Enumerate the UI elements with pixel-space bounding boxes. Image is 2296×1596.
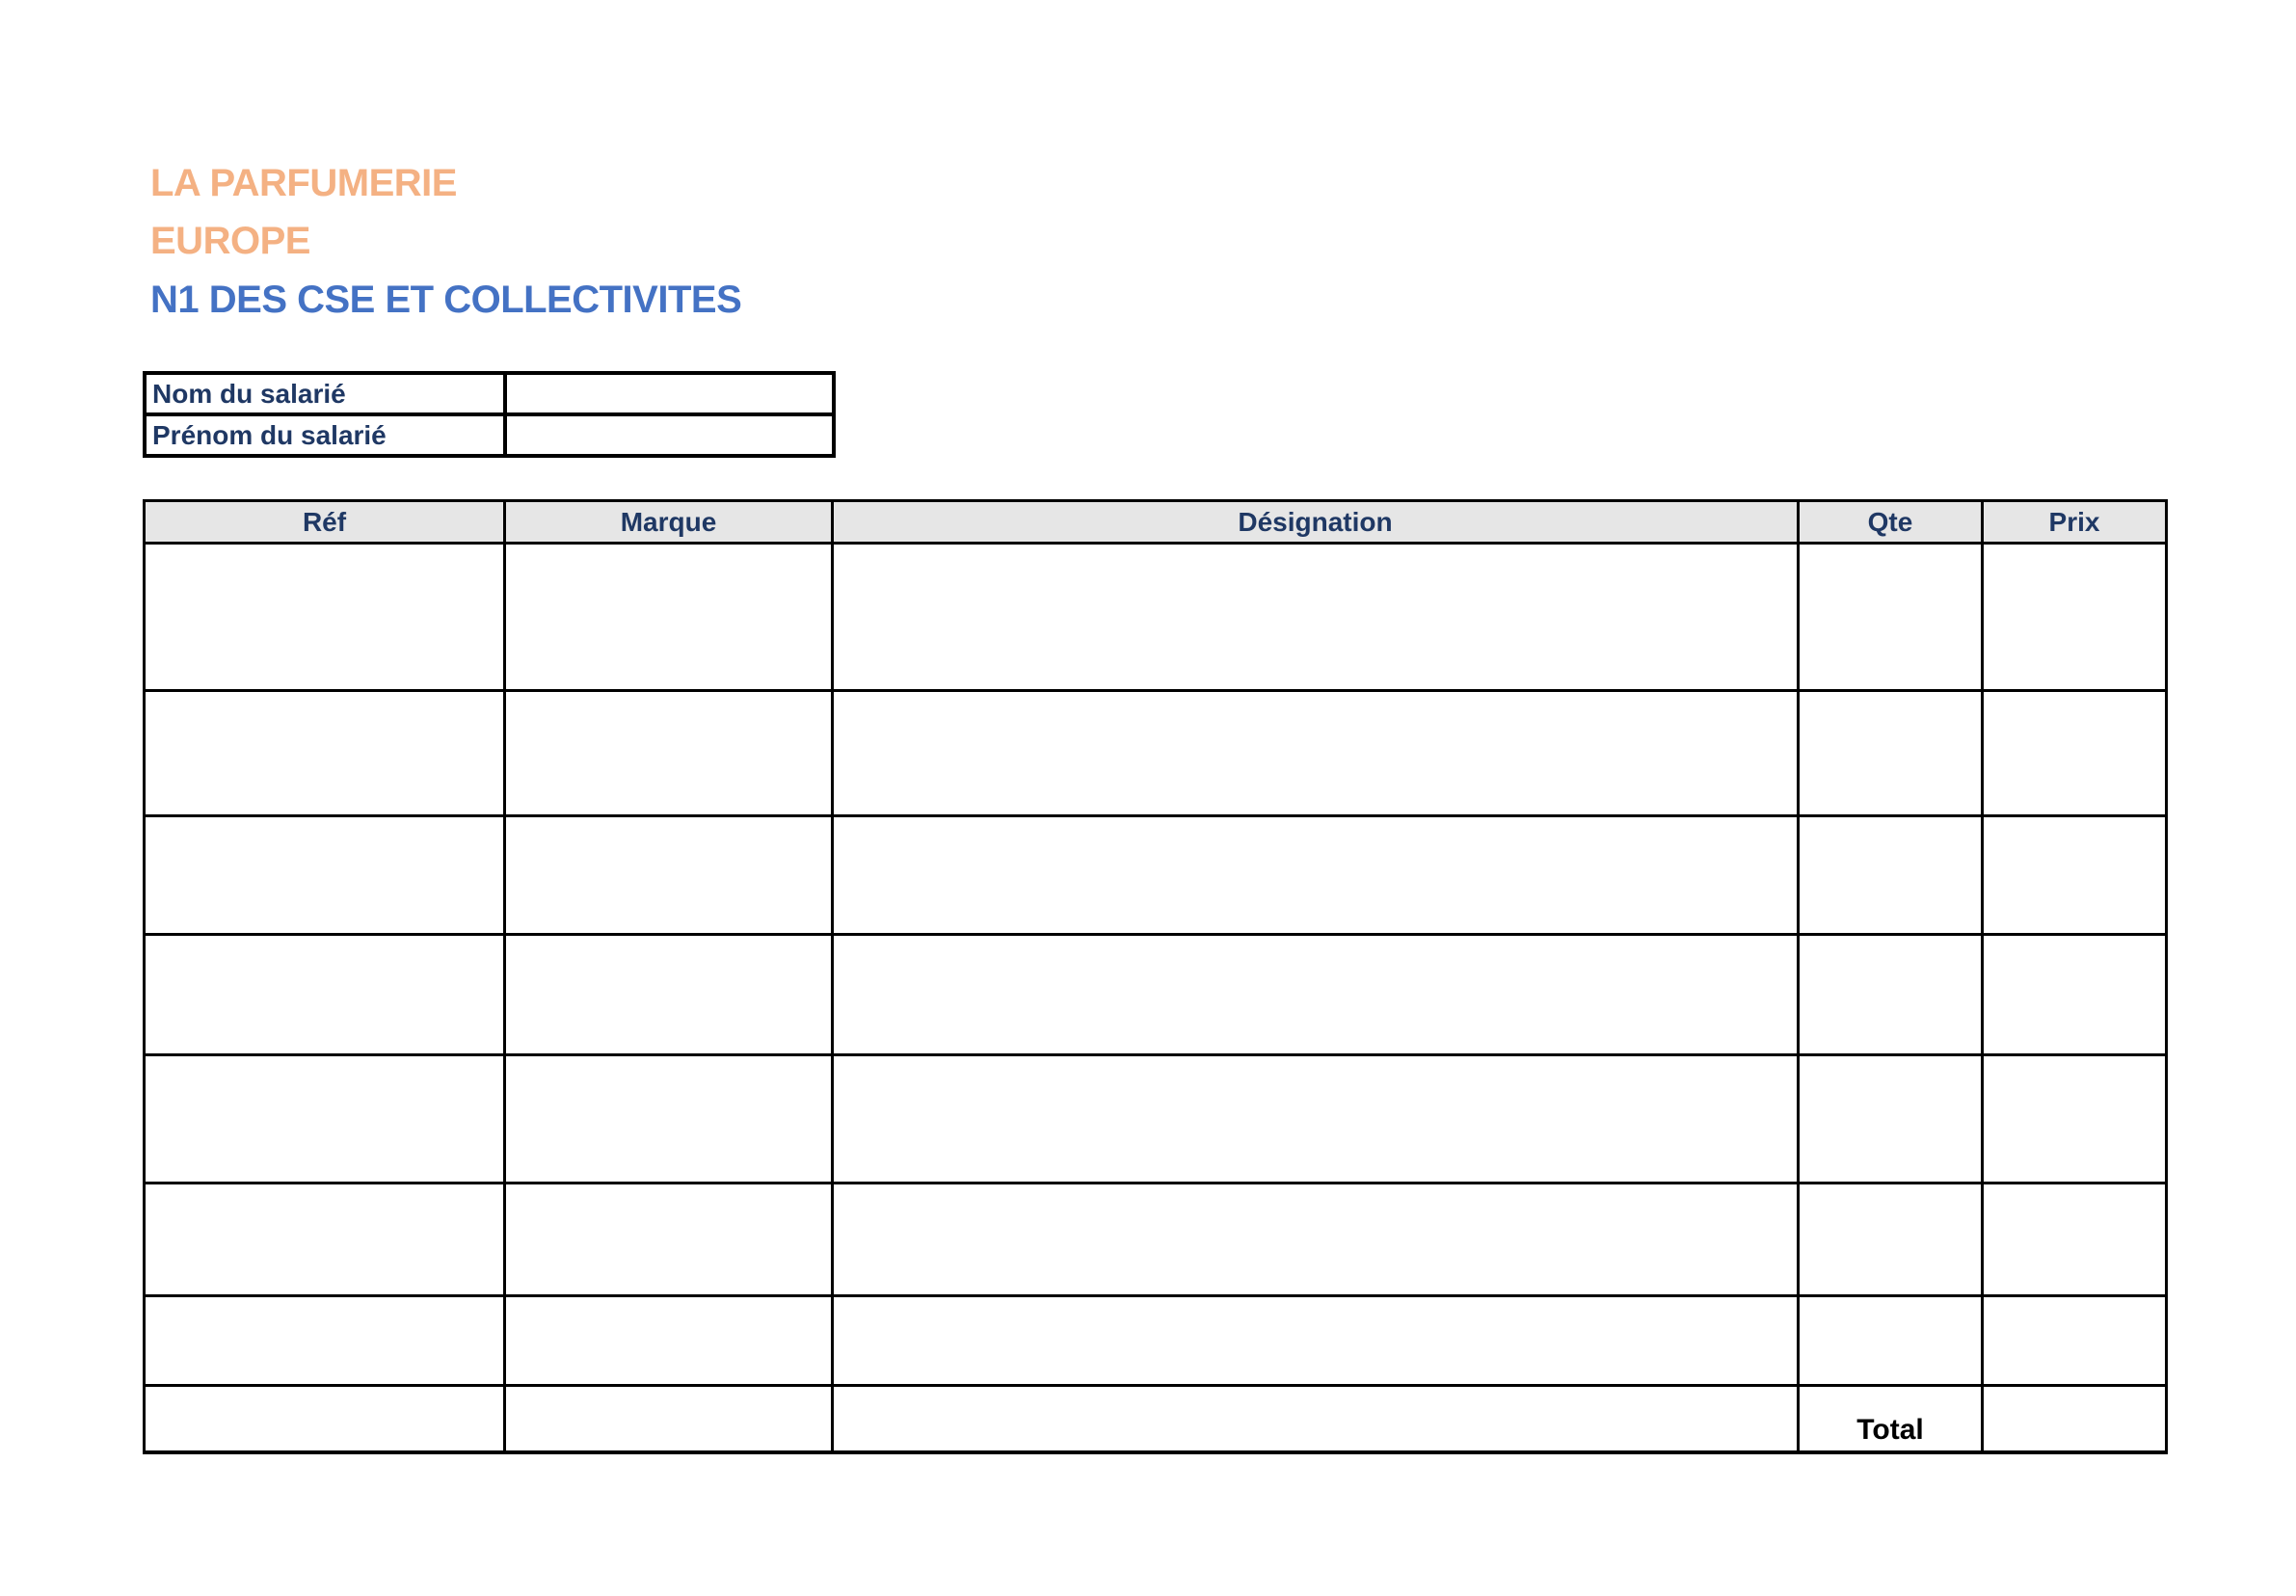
brand-title-line1: LA PARFUMERIE: [150, 162, 457, 204]
qte-cell[interactable]: [1799, 1055, 1983, 1184]
employee-first-name-row: [145, 414, 834, 456]
ref-cell[interactable]: [145, 1296, 505, 1386]
ref-cell[interactable]: [145, 1184, 505, 1296]
column-header-ref: Réf: [145, 501, 505, 544]
order-table-header: [145, 501, 2167, 544]
designation-cell[interactable]: [833, 1296, 1799, 1386]
column-header-marque: Marque: [505, 501, 833, 544]
column-header-designation: Désignation: [833, 501, 1799, 544]
marque-cell[interactable]: [505, 1296, 833, 1386]
table-row: [145, 1296, 2167, 1386]
prix-cell[interactable]: [1983, 691, 2167, 816]
qte-cell[interactable]: [1799, 1184, 1983, 1296]
designation-cell[interactable]: [833, 935, 1799, 1055]
table-row: [145, 1055, 2167, 1184]
prix-cell[interactable]: [1983, 1296, 2167, 1386]
prix-cell[interactable]: [1983, 935, 2167, 1055]
total-value-cell[interactable]: [1983, 1386, 2167, 1452]
last-name-label: Nom du salarié: [145, 373, 505, 414]
ref-cell[interactable]: [145, 816, 505, 935]
table-row: [145, 544, 2167, 691]
first-name-field[interactable]: [505, 414, 834, 456]
prix-cell[interactable]: [1983, 816, 2167, 935]
last-name-field[interactable]: [505, 373, 834, 414]
designation-cell[interactable]: [833, 544, 1799, 691]
total-row: [145, 1386, 2167, 1452]
table-row: [145, 691, 2167, 816]
designation-cell[interactable]: [833, 1055, 1799, 1184]
prix-cell[interactable]: [1983, 1055, 2167, 1184]
marque-cell[interactable]: [505, 935, 833, 1055]
total-row-empty-cell: [145, 1386, 505, 1452]
total-label: Total: [1799, 1386, 1983, 1452]
employee-last-name-row: [145, 373, 834, 414]
designation-cell[interactable]: [833, 1184, 1799, 1296]
ref-cell[interactable]: [145, 935, 505, 1055]
qte-cell[interactable]: [1799, 1296, 1983, 1386]
column-header-qte: Qte: [1799, 501, 1983, 544]
qte-cell[interactable]: [1799, 691, 1983, 816]
total-row-empty-cell: [833, 1386, 1799, 1452]
ref-cell[interactable]: [145, 1055, 505, 1184]
column-header-prix: Prix: [1983, 501, 2167, 544]
order-table: [143, 499, 2168, 1454]
prix-cell[interactable]: [1983, 544, 2167, 691]
employee-info-table: [143, 371, 836, 458]
table-row: [145, 1184, 2167, 1296]
marque-cell[interactable]: [505, 544, 833, 691]
brand-title-line2: EUROPE: [150, 220, 310, 262]
ref-cell[interactable]: [145, 691, 505, 816]
marque-cell[interactable]: [505, 1184, 833, 1296]
qte-cell[interactable]: [1799, 544, 1983, 691]
marque-cell[interactable]: [505, 816, 833, 935]
designation-cell[interactable]: [833, 691, 1799, 816]
marque-cell[interactable]: [505, 691, 833, 816]
qte-cell[interactable]: [1799, 816, 1983, 935]
designation-cell[interactable]: [833, 816, 1799, 935]
brand-tagline: N1 DES CSE ET COLLECTIVITES: [150, 279, 742, 321]
prix-cell[interactable]: [1983, 1184, 2167, 1296]
ref-cell[interactable]: [145, 544, 505, 691]
first-name-label: Prénom du salarié: [145, 414, 505, 456]
table-row: [145, 935, 2167, 1055]
total-row-empty-cell: [505, 1386, 833, 1452]
qte-cell[interactable]: [1799, 935, 1983, 1055]
marque-cell[interactable]: [505, 1055, 833, 1184]
table-row: [145, 816, 2167, 935]
